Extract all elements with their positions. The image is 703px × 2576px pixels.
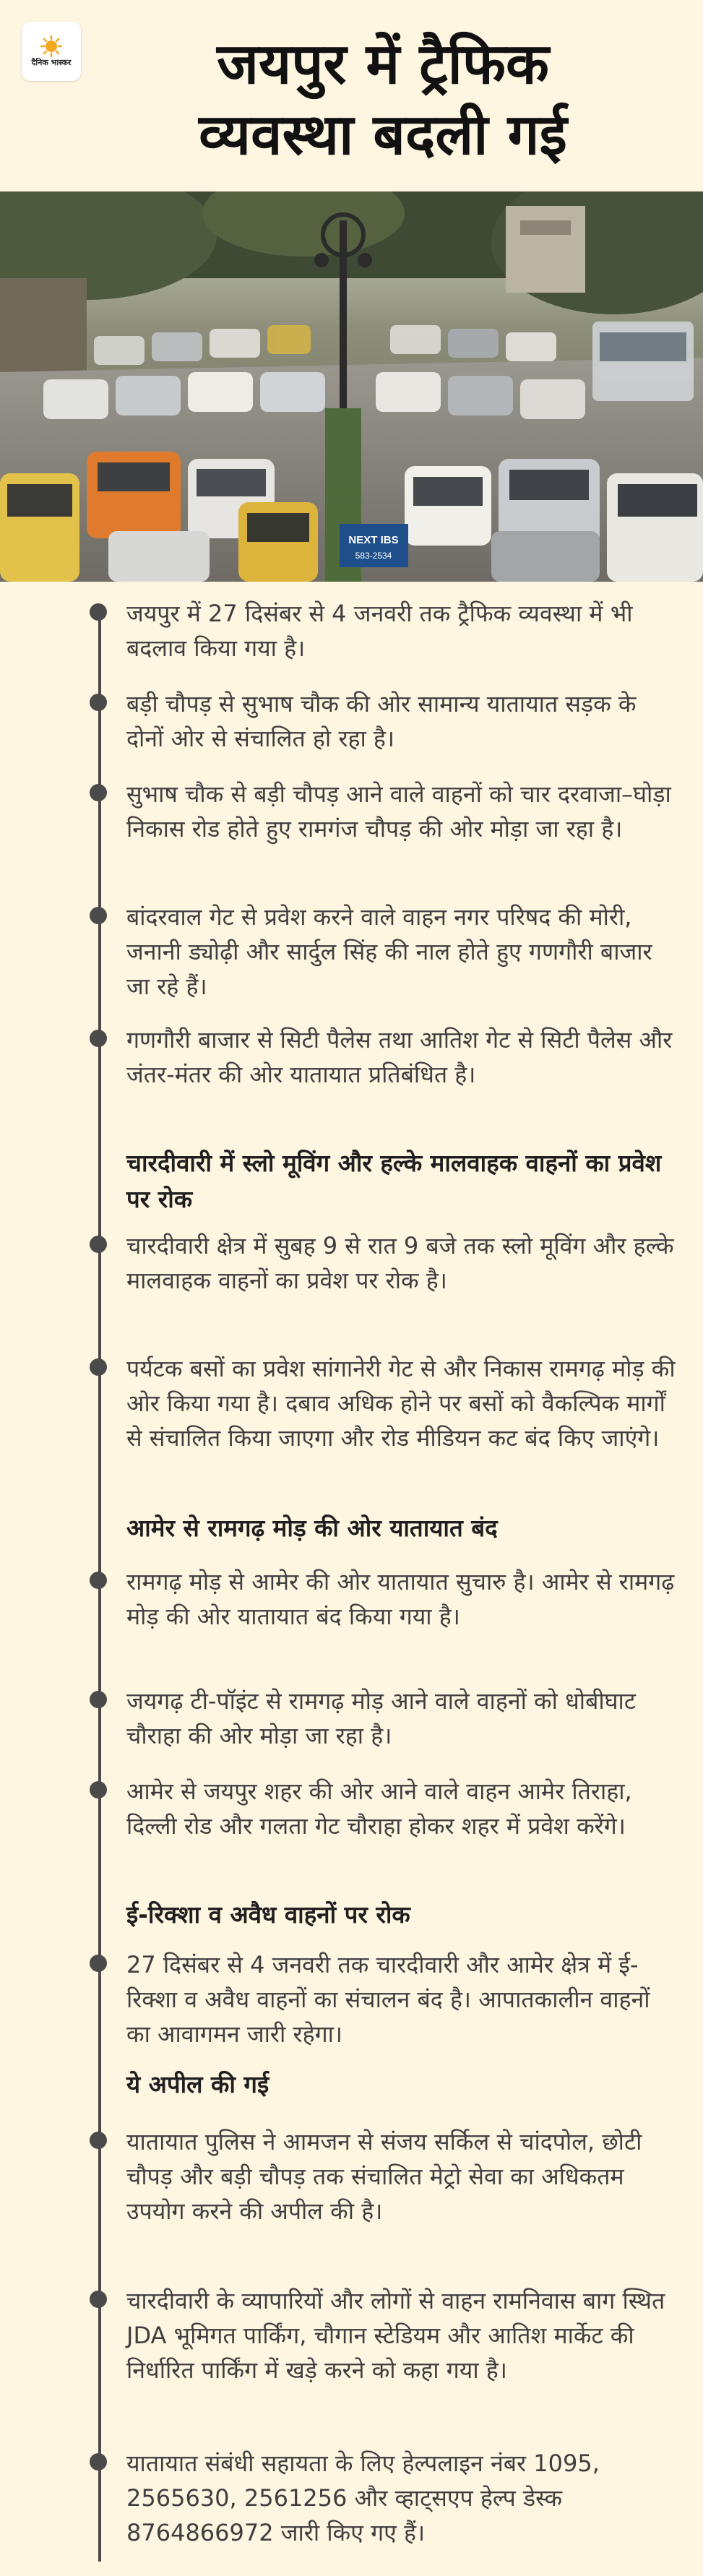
bullet-icon	[90, 784, 107, 801]
list-item	[126, 900, 676, 1004]
section-heading: आमेर से रामगढ़ मोड़ की ओर यातायात बंद	[126, 1514, 498, 1542]
list-item	[126, 1947, 676, 2051]
list-item-text: गणगौरी बाजार से सिटी पैलेस तथा आतिश गेट से सिटी पैलेस और जंतर-मंतर की ओर यातायात प्रतिबंधित है।	[126, 1026, 673, 1088]
sun-logo-icon	[40, 35, 62, 57]
list-item-text: चारदीवारी के व्यापारियों और लोगों से वाहन रामनिवास बाग स्थित JDA भूमिगत पार्किंग, चौगान स्टेडियम और आतिश मार्केट की निर्धारित पार्किंग में खड़े करने को कहा गया है।	[126, 2287, 665, 2384]
list-item	[126, 1022, 676, 1092]
section-heading: चारदीवारी में स्लो मूविंग और हल्के मालवाहक वाहनों का प्रवेश पर रोक	[126, 1149, 662, 1213]
section-heading: ये अपील की गई	[126, 2070, 269, 2098]
list-item-text: जयपुर में 27 दिसंबर से 4 जनवरी तक ट्रैफिक व्यवस्था में भी बदलाव किया गया है।	[126, 600, 633, 662]
list-item-text: चारदीवारी क्षेत्र में सुबह 9 से रात 9 बजे तक स्लो मूविंग और हल्के मालवाहक वाहनों का प्रवेश पर रोक है।	[126, 1232, 674, 1294]
section-heading: ई-रिक्शा व अवैध वाहनों पर रोक	[126, 1900, 410, 1929]
bullet-icon	[90, 2132, 107, 2149]
list-item	[126, 2283, 676, 2387]
list-item-text: रामगढ़ मोड़ से आमेर की ओर यातायात सुचारु है। आमेर से रामगढ़ मोड़ की ओर यातायात बंद किया गया है।	[126, 1568, 675, 1630]
bullet-icon	[90, 1691, 107, 1708]
list-item	[126, 1774, 676, 1843]
list-item	[126, 1228, 676, 1298]
list-item	[126, 1351, 676, 1455]
bullet-icon	[90, 1030, 107, 1047]
bullet-icon	[90, 2291, 107, 2308]
list-item-text: पर्यटक बसों का प्रवेश सांगानेरी गेट से और निकास रामगढ़ मोड़ की ओर किया गया है। दबाव अधिक होने पर बसों को वैकल्पिक मार्गों से संचालित किया जाएगा और रोड मीडियन कट बंद किए जाएंगे।	[126, 1355, 676, 1452]
bullet-icon	[90, 1781, 107, 1799]
list-item	[126, 2124, 676, 2228]
list-item-text: यातायात पुलिस ने आमजन से संजय सर्किल से चांदपोल, छोटी चौपड़ और बड़ी चौपड़ तक संचालित मेट्रो सेवा का अधिकतम उपयोग करने की अपील की है।	[126, 2128, 642, 2225]
list-item	[126, 2446, 676, 2550]
list-item	[126, 686, 676, 756]
headline-line-2: व्यवस्था बदली गई	[199, 103, 567, 168]
list-item-text: बड़ी चौपड़ से सुभाष चौक की ओर सामान्य यातायात सड़क के दोनों ओर से संचालित हो रहा है।	[126, 690, 637, 752]
bullet-icon	[90, 1236, 107, 1253]
article-body	[0, 582, 703, 2576]
list-item	[126, 1564, 676, 1634]
traffic-photo	[0, 191, 703, 582]
signboard-number: 583-2534	[355, 551, 392, 561]
bullet-icon	[90, 2453, 107, 2471]
page-title	[94, 29, 672, 171]
bullet-icon	[90, 694, 107, 711]
brand-logo[interactable]	[22, 22, 81, 81]
list-item-text: आमेर से जयपुर शहर की ओर आने वाले वाहन आमेर तिराहा, दिल्ली रोड और गलता गेट चौराहा होकर शहर में प्रवेश करेंगे।	[126, 1778, 632, 1840]
list-item-text: 27 दिसंबर से 4 जनवरी तक चारदीवारी और आमेर क्षेत्र में ई-रिक्शा व अवैध वाहनों का संचालन बंद है। आपातकालीन वाहनों का आवागमन जारी रहेगा।	[126, 1951, 650, 2048]
bullet-icon	[90, 907, 107, 924]
header	[0, 0, 703, 191]
bullet-icon	[90, 603, 107, 621]
bullet-icon	[90, 1358, 107, 1376]
brand-logo-text: दैनिक भास्कर	[31, 58, 72, 67]
list-item	[126, 777, 676, 846]
bullet-icon	[90, 1955, 107, 1972]
list-item-text: यातायात संबंधी सहायता के लिए हेल्पलाइन नंबर 1095, 2565630, 2561256 और व्हाट्सएप हेल्प डेस्क 8764866972 जारी किए गए हैं।	[126, 2450, 600, 2546]
list-item-text: जयगढ़ टी-पॉइंट से रामगढ़ मोड़ आने वाले वाहनों को धोबीघाट चौराहा की ओर मोड़ा जा रहा है।	[126, 1687, 636, 1749]
traffic-jam-illustration	[0, 191, 703, 582]
list-item	[126, 1684, 676, 1753]
list-item-text: सुभाष चौक से बड़ी चौपड़ आने वाले वाहनों को चार दरवाजा–घोड़ा निकास रोड होते हुए रामगंज चौपड़ की ओर मोड़ा जा रहा है।	[126, 780, 671, 843]
headline-line-1: जयपुर में ट्रैफिक	[217, 32, 549, 97]
list-item-text: बांदरवाल गेट से प्रवेश करने वाले वाहन नगर परिषद की मोरी, जनानी ड्योढ़ी और सार्दुल सिंह की नाल होते हुए गणगौरी बाजार जा रहे हैं।	[126, 903, 652, 1000]
list-item	[126, 596, 676, 665]
bullet-icon	[90, 1572, 107, 1589]
signboard-text: NEXT IBS	[348, 534, 399, 546]
